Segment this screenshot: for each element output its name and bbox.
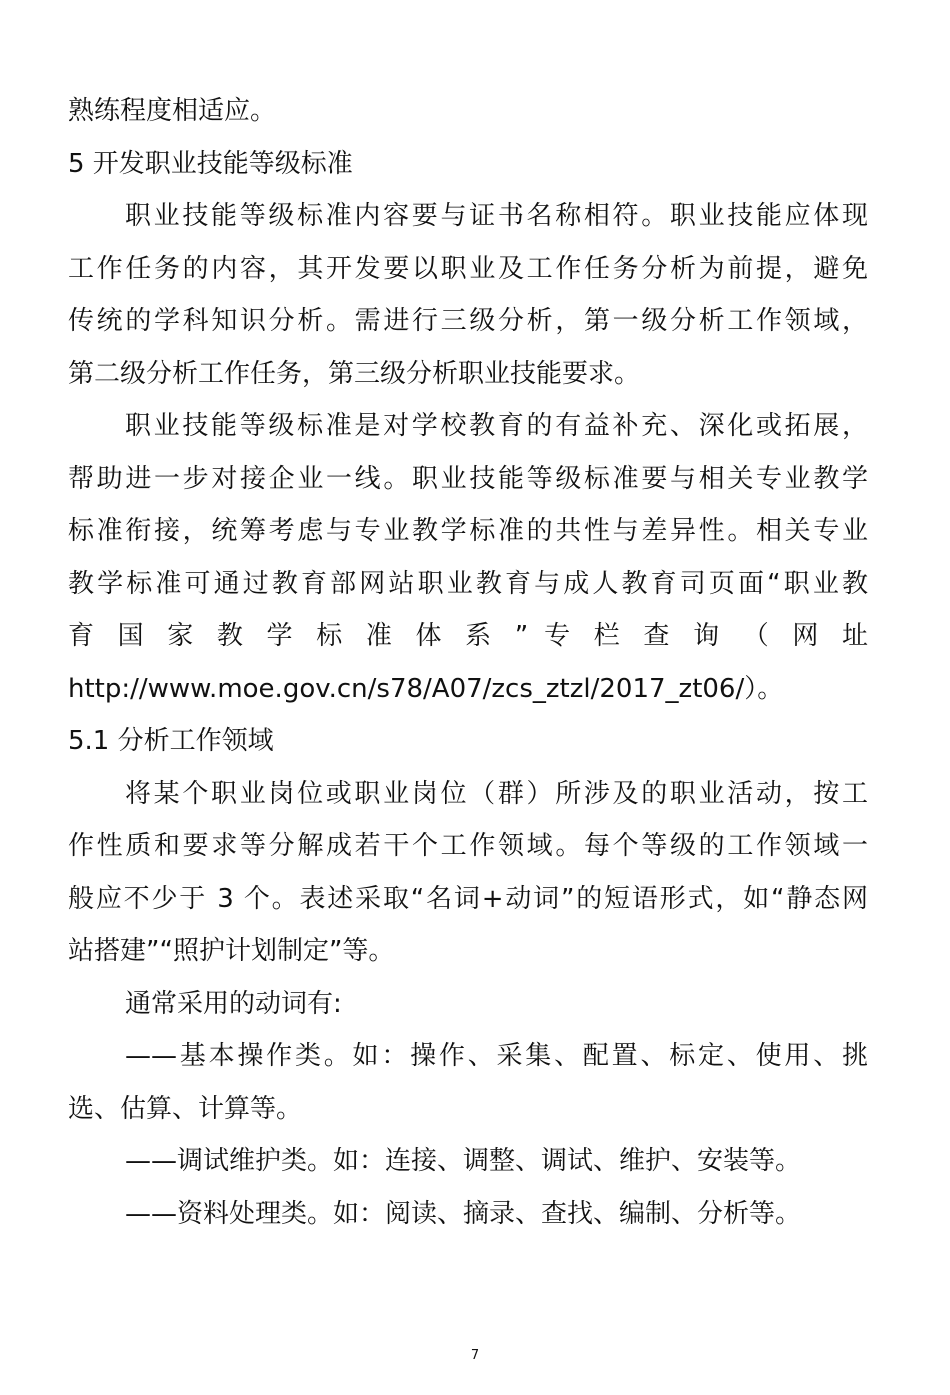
page-number: 7 xyxy=(470,1348,480,1363)
verb-list-item-basic-operation-line-2: 选、估算、计算等。 xyxy=(68,1093,303,1124)
verb-list-intro: 通常采用的动词有: xyxy=(125,988,342,1019)
paragraph-3-line-1: 将某个职业岗位或职业岗位（群）所涉及的职业活动，按工 xyxy=(125,778,868,809)
paragraph-3-line-4: 站搭建”“照护计划制定”等。 xyxy=(68,936,395,966)
paragraph-2-line-3: 标准衔接，统筹考虑与专业教学标准的共性与差异性。相关专业 xyxy=(68,516,868,546)
paragraph-continuation-line: 熟练程度相适应。 xyxy=(68,96,277,126)
paragraph-1-line-4: 第二级分析工作任务，第三级分析职业技能要求。 xyxy=(68,358,641,389)
paragraph-2-line-5: 育 国 家 教 学 标 准 体 系 ” 专 栏 查 询 （ 网 址 xyxy=(68,621,868,651)
paragraph-3-line-2: 作性质和要求等分解成若干个工作领域。每个等级的工作领域一 xyxy=(68,831,868,861)
paragraph-3-line-3: 般应不少于 3 个。表述采取“名词+动词”的短语形式，如“静态网 xyxy=(68,883,868,914)
verb-list-item-data-processing: ——资料处理类。如：阅读、摘录、查找、编制、分析等。 xyxy=(125,1198,802,1229)
document-body xyxy=(68,85,868,1240)
paragraph-2-url-line: http://www.moe.gov.cn/s78/A07/zcs_ztzl/2017_zt06/）。 xyxy=(68,673,784,704)
paragraph-2-line-1: 职业技能等级标准是对学校教育的有益补充、深化或拓展， xyxy=(125,411,868,441)
paragraph-1-line-1: 职业技能等级标准内容要与证书名称相符。职业技能应体现 xyxy=(125,201,868,231)
paragraph-2-line-2: 帮助进一步对接企业一线。职业技能等级标准要与相关专业教学 xyxy=(68,463,868,494)
verb-list-item-basic-operation-line-1: ——基本操作类。如：操作、采集、配置、标定、使用、挑 xyxy=(125,1041,868,1071)
section-heading-5-1: 5.1 分析工作领域 xyxy=(68,726,274,756)
section-heading-5: 5 开发职业技能等级标准 xyxy=(68,148,353,179)
verb-list-item-debug-maintenance: ——调试维护类。如：连接、调整、调试、维护、安装等。 xyxy=(125,1146,802,1176)
paragraph-1-line-2: 工作任务的内容，其开发要以职业及工作任务分析为前提，避免 xyxy=(68,253,868,284)
paragraph-2-line-4: 教学标准可通过教育部网站职业教育与成人教育司页面“职业教 xyxy=(68,568,868,599)
paragraph-1-line-3: 传统的学科知识分析。需进行三级分析，第一级分析工作领域， xyxy=(68,306,868,336)
